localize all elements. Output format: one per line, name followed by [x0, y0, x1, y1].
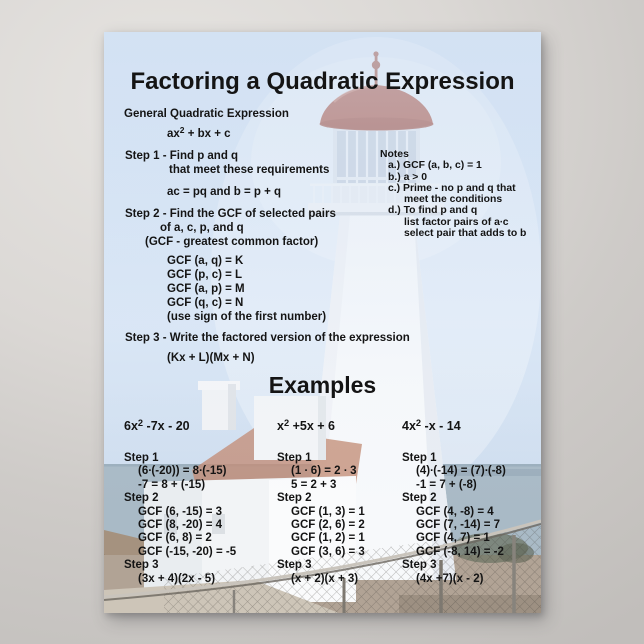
example-column-3 [402, 419, 506, 586]
gcf-line: GCF (a, q) = K [167, 255, 244, 267]
work-line: GCF (-8, 14) = -2 [416, 545, 504, 558]
expr-rest: -x - 14 [421, 419, 461, 433]
step2-subtitle2: (GCF - greatest common factor) [145, 236, 319, 248]
step-label: Step 2 [402, 492, 437, 505]
step-label: Step 3 [402, 559, 437, 572]
step2-title: Step 2 - Find the GCF of selected pairs [125, 208, 336, 220]
work-line: GCF (6, -15) = 3 [138, 505, 223, 518]
note-line: list factor pairs of a∙c [404, 216, 509, 228]
step2-subtitle1: of a, c, p, and q [160, 222, 244, 234]
step-label: Step 2 [277, 492, 312, 505]
work-line: -1 = 7 + (-8) [416, 478, 477, 491]
expr-exponent: 2 [179, 125, 185, 136]
note-line: select pair that adds to b [404, 228, 527, 240]
step1-title: Step 1 - Find p and q [125, 150, 239, 162]
work-line: GCF (1, 2) = 1 [291, 532, 365, 545]
work-line: GCF (8, -20) = 4 [138, 519, 223, 532]
work-line: 5 = 2 + 3 [291, 478, 337, 491]
notes-panel [380, 149, 526, 239]
expr-exponent: 2 [415, 418, 422, 429]
work-line: (3x + 4)(2x - 5) [138, 572, 216, 585]
work-line: GCF (1, 3) = 1 [291, 505, 365, 518]
gcf-line: GCF (q, c) = N [167, 297, 244, 309]
work-line: (6∙(-20)) = 8∙(-15) [138, 465, 227, 478]
expr-base: ax [167, 128, 180, 140]
work-line: GCF (-15, -20) = -5 [138, 545, 237, 558]
work-line: (x + 2)(x + 3) [291, 572, 359, 585]
poster-title: Factoring a Quadratic Expression [130, 68, 515, 95]
work-line: GCF (2, 6) = 2 [291, 519, 365, 532]
example-expression [402, 419, 506, 435]
gcf-line: GCF (p, c) = L [167, 269, 243, 281]
work-line: (4)∙(-14) = (7)∙(-8) [416, 465, 506, 478]
expr-rest: + bx + c [184, 128, 231, 140]
expr-exponent: 2 [137, 418, 144, 429]
expr-base: x [277, 419, 284, 433]
poster-content [104, 32, 541, 613]
note-line: c.) Prime - no p and q that [388, 182, 516, 194]
work-line: (4x +7)(x - 2) [416, 572, 484, 585]
example-column-1 [124, 419, 236, 586]
expr-rest: -7x - 20 [143, 419, 190, 433]
work-line: GCF (4, 7) = 1 [416, 532, 490, 545]
note-line: b.) a > 0 [388, 171, 427, 183]
gcf-list [167, 254, 326, 324]
step1-equation: ac = pq and b = p + q [167, 186, 282, 198]
expr-exponent: 2 [283, 418, 290, 429]
work-line: (1 ∙ 6) = 2 ∙ 3 [291, 465, 357, 478]
work-line: GCF (3, 6) = 3 [291, 545, 365, 558]
gcf-sign-note: (use sign of the first number) [167, 311, 327, 323]
examples-heading: Examples [268, 372, 377, 398]
step3-title: Step 3 - Write the factored version of the expression [125, 332, 410, 344]
note-line: meet the conditions [404, 194, 503, 206]
work-line: -7 = 8 + (-15) [138, 478, 206, 491]
work-line: GCF (4, -8) = 4 [416, 505, 494, 518]
step1-subtitle: that meet these requirements [169, 164, 330, 176]
example-expression [124, 419, 236, 435]
expr-rest: +5x + 6 [289, 419, 335, 433]
expr-base: 6x [124, 419, 138, 433]
general-expression-label: General Quadratic Expression [124, 108, 289, 120]
example-expression [277, 419, 365, 435]
expr-base: 4x [402, 419, 416, 433]
note-line: d.) To find p and q [388, 205, 478, 217]
gcf-line: GCF (a, p) = M [167, 283, 245, 295]
step-label: Step 1 [402, 452, 437, 464]
math-poster [104, 32, 541, 613]
notes-title: Notes [380, 149, 409, 160]
step-label: Step 1 [277, 452, 312, 464]
step-label: Step 2 [124, 492, 159, 505]
step-label: Step 3 [124, 559, 159, 572]
example-column-2 [277, 419, 365, 586]
step3-expression: (Kx + L)(Mx + N) [167, 352, 255, 364]
step-label: Step 3 [277, 559, 312, 572]
step-label: Step 1 [124, 452, 159, 464]
work-line: GCF (6, 8) = 2 [138, 532, 212, 545]
work-line: GCF (7, -14) = 7 [416, 519, 501, 532]
general-expression [167, 127, 231, 141]
note-line: a.) GCF (a, b, c) = 1 [388, 160, 482, 172]
